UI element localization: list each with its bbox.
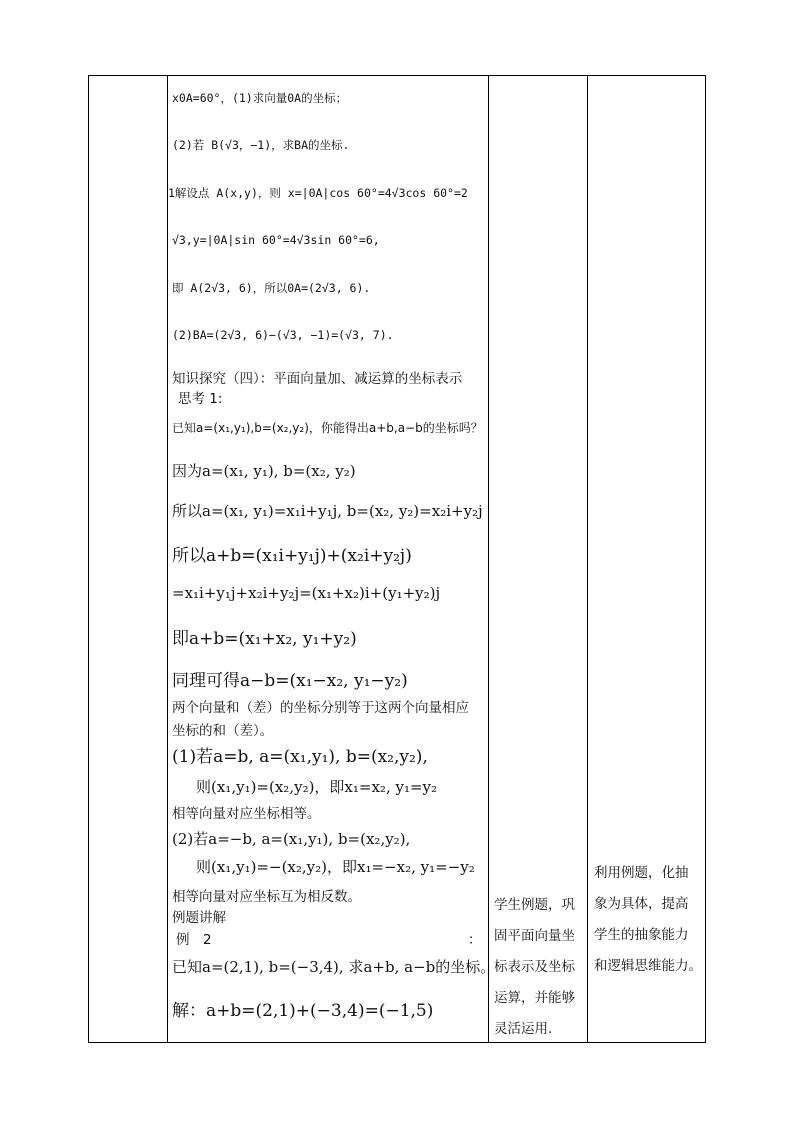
rule-text-line-1: 两个向量和（差）的坐标分别等于这两个向量相应 — [172, 700, 469, 716]
example-solution: 解：a+b=(2,1)+(−3,4)=(−1,5) — [172, 1001, 434, 1021]
equal-vectors-condition: (1)若a=b, a=(x₁,y₁), b=(x₂,y₂), — [172, 747, 428, 767]
solution-line-4: (2)BA=(2√3, 6)−(√3, −1)=(√3, 7). — [172, 328, 394, 342]
example-heading: 例题讲解 — [172, 910, 226, 926]
problem-part-2: (2)若 B(√3，−1)，求BA的坐标. — [172, 138, 350, 152]
derivation-line-2: 所以a=(x₁, y₁)=x₁i+y₁j, b=(x₂, y₂)=x₂i+y₂j — [172, 502, 483, 520]
derivation-line-1: 因为a=(x₁, y₁), b=(x₂, y₂) — [172, 462, 356, 480]
example-number: 例 2 — [176, 932, 212, 948]
student-activity-cell: 学生例题，巩 固平面向量坐 标表示及坐标 运算，并能够 灵活运用. — [494, 897, 575, 1037]
equal-vectors-result: 则(x₁,y₁)=(x₂,y₂)，即x₁=x₂, y₁=y₂ — [196, 778, 438, 796]
solution-line-1: 1解设点 A(x,y)，则 x=|0A|cos 60°=4√3cos 60°=2 — [168, 186, 468, 200]
question-line: 已知a=(x₁,y₁),b=(x₂,y₂)，你能得出a+b,a−b的坐标吗？ — [172, 421, 483, 435]
opposite-vectors-note: 相等向量对应坐标互为相反数。 — [172, 889, 361, 905]
derivation-line-3: 所以a+b=(x₁i+y₁j)+(x₂i+y₂j) — [172, 546, 412, 566]
column-divider-1 — [167, 75, 168, 1043]
solution-line-2: √3,y=|0A|sin 60°=4√3sin 60°=6, — [172, 233, 380, 247]
opposite-vectors-result: 则(x₁,y₁)=−(x₂,y₂)，即x₁=−x₂, y₁=−y₂ — [196, 858, 475, 876]
derivation-line-6: 同理可得a−b=(x₁−x₂, y₁−y₂) — [172, 671, 408, 691]
column-divider-2 — [488, 75, 489, 1043]
think-label: 思考 1: — [178, 391, 223, 407]
section-heading: 知识探究（四）：平面向量加、减运算的坐标表示 — [172, 371, 463, 387]
derivation-line-5: 即a+b=(x₁+x₂, y₁+y₂) — [172, 629, 357, 649]
equal-vectors-note: 相等向量对应坐标相等。 — [172, 806, 321, 822]
problem-statement-line: x0A=60°，(1)求向量0A的坐标； — [172, 91, 348, 105]
example-question: 已知a=(2,1), b=(−3,4), 求a+b, a−b的坐标。 — [172, 958, 496, 976]
derivation-line-4: =x₁i+y₁j+x₂i+y₂j=(x₁+x₂)i+(y₁+y₂)j — [172, 584, 441, 602]
design-intent-cell: 利用例题，化抽 象为具体，提高 学生的抽象能力 和逻辑思维能力。 — [594, 865, 702, 974]
opposite-vectors-condition: (2)若a=−b, a=(x₁,y₁), b=(x₂,y₂), — [172, 830, 411, 848]
example-colon: ： — [468, 932, 482, 948]
solution-line-3: 即 A(2√3, 6)，所以0A=(2√3, 6). — [172, 281, 371, 295]
column-divider-3 — [587, 75, 588, 1043]
rule-text-line-2: 坐标的和（差）。 — [172, 723, 274, 739]
